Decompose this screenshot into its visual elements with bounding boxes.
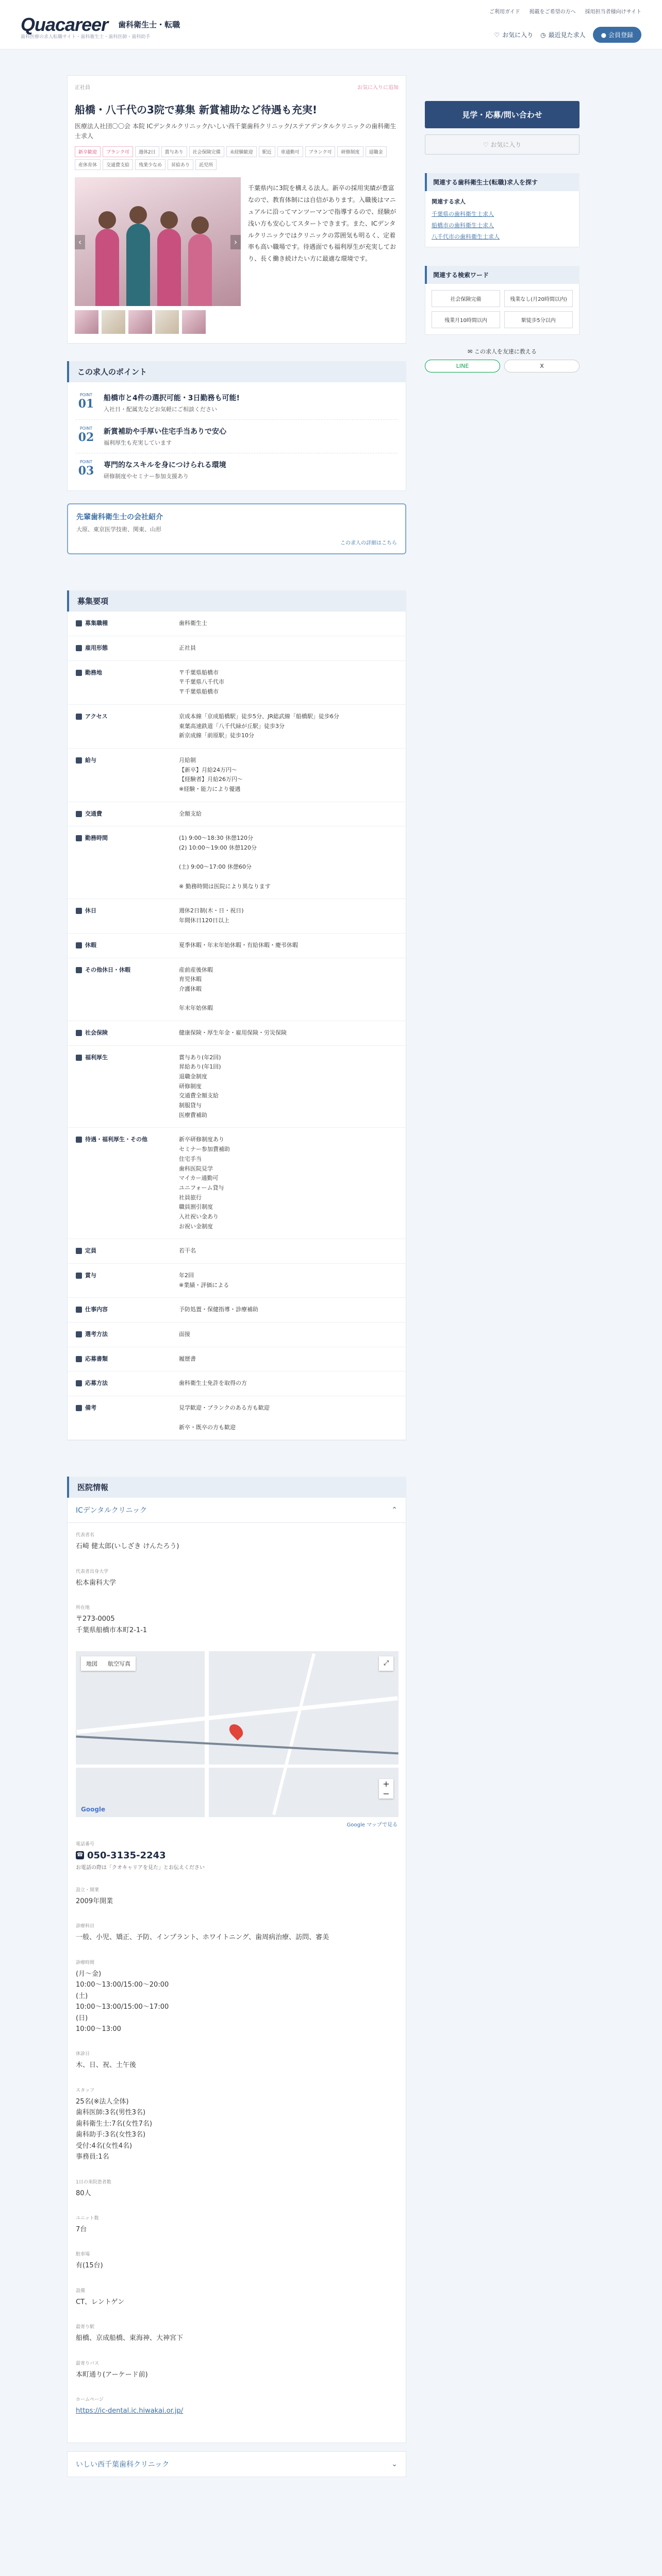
recruit-key-cell: [76, 619, 179, 629]
tel-note: お電話の際は「クオキャリアを見た」とお伝えください: [76, 1865, 205, 1871]
recruit-row: [68, 612, 406, 636]
recruit-heading: 募集要項: [67, 590, 406, 612]
recommend-box: [67, 503, 406, 554]
recruit-value: 見学歓迎・ブランクのある方も歓迎 新卒・既卒の方も歓迎: [179, 1404, 270, 1431]
recruit-key: 待遇・福利厚生・その他: [85, 1136, 147, 1143]
main-content: [67, 75, 406, 2477]
recruit-key-cell: [76, 1028, 179, 1038]
field-value[interactable]: https://ic-dental.ic.hiwakai.or.jp/: [76, 2407, 184, 2415]
bullet-icon: [76, 1356, 82, 1362]
tag: 残業少なめ: [135, 159, 166, 170]
recruit-value: 若干名: [179, 1247, 196, 1255]
recruit-table: [67, 612, 406, 1440]
clinic-field: [76, 1886, 398, 1907]
chevron-down-icon: ⌄: [391, 2460, 398, 2468]
point-body: 入社日・配属先などお気軽にご相談ください: [104, 406, 217, 413]
tag-list: [75, 146, 399, 170]
share-title-text: この求人を友達に教える: [474, 348, 537, 355]
tag: 託児所: [195, 159, 217, 170]
tag: 交通費支給: [103, 159, 133, 170]
recruit-row: [68, 958, 406, 1021]
clinic-field: [76, 1604, 398, 1636]
recruit-value: 全額支給: [179, 810, 202, 817]
recruit-key-cell: [76, 668, 179, 697]
tag: 未経験歓迎: [226, 146, 257, 157]
clinic-accordion-2[interactable]: [67, 2451, 406, 2477]
recommend-body: 大原、東京医学技術、関東、山形: [76, 526, 161, 533]
recruit-value: 新卒研修制度あり セミナー参加費補助 住宅手当 歯科医院見学 マイカー通勤可 ユニフォーム貸与 社員旅行 職員割引制度 入社祝い金あり お祝い金制度: [179, 1136, 230, 1230]
tag: 産休育休: [75, 159, 101, 170]
bullet-icon: [76, 835, 82, 841]
field-label: 駐車場: [76, 2252, 90, 2258]
thumbnail[interactable]: [75, 310, 98, 334]
recruit-row: [68, 661, 406, 705]
points-list: [67, 382, 406, 491]
top-nav: [494, 27, 641, 43]
point-title: 専門的なスキルを身につけられる環境: [104, 461, 226, 470]
zoom-in-icon[interactable]: +: [383, 1778, 390, 1789]
field-label: 1日の来院患者数: [76, 2179, 111, 2185]
clinic-field: [76, 1959, 398, 2035]
related-link[interactable]: 千葉県の歯科衛生士求人: [432, 211, 494, 217]
field-value: 80人: [76, 2189, 91, 2197]
related-link[interactable]: 船橋市の歯科衛生士求人: [432, 222, 494, 229]
related-sub: 関連する求人: [432, 198, 466, 205]
recruit-key: 備考: [85, 1404, 96, 1412]
tag: 週休2日: [135, 146, 159, 157]
bullet-icon: [76, 670, 82, 676]
related-link[interactable]: 八千代市の歯科衛生士求人: [432, 233, 500, 240]
recruit-key-cell: [76, 712, 179, 741]
tag: ブランク可: [103, 146, 133, 157]
field-label: 診療科目: [76, 1924, 95, 1929]
point-body: 福利厚生も充実しています: [104, 439, 172, 447]
clock-icon: ◷: [540, 31, 546, 39]
thumbnail[interactable]: [102, 310, 125, 334]
tel-label: 電話番号: [76, 1841, 95, 1847]
recruit-row: [68, 899, 406, 933]
clinic-photo: [75, 177, 241, 306]
site-name: 歯科衛生士・転職: [118, 20, 180, 29]
field-label: ユニット数: [76, 2215, 99, 2221]
bullet-icon: [76, 1273, 82, 1279]
register-label: 会員登録: [608, 31, 633, 39]
recruit-key-cell: [76, 1403, 179, 1432]
field-value: 船橋、京成船橋、東海神、大神宮下: [76, 2334, 184, 2343]
point-title: 新賞補助や手厚い住宅手当ありで安心: [104, 428, 226, 436]
clinic-field: [76, 2360, 398, 2380]
recruit-value: 歯科衛生士: [179, 620, 207, 627]
recruit-row: [68, 1021, 406, 1046]
favorite-label: お気に入り: [490, 141, 522, 148]
share-x-button[interactable]: X: [504, 360, 580, 372]
field-label: 代表者名: [76, 1533, 95, 1538]
job-description: 千葉県内に3院を構える法人。新卒の採用実績が豊富なので、教育体制には自信があります。入職後はマニュアルに沿ってマンツーマンで指導するので、経験が浅い方も安心してスタートできます。また、ICデンタルクリニックではクリニックの雰囲気も明るく、定着率も高い職場です。待遇面でも福利厚生が充実しており、長く働き続けたい方に最適な環境です。: [248, 184, 396, 263]
recruit-key: 給与: [85, 756, 96, 764]
recruit-key: 仕事内容: [85, 1306, 108, 1313]
recruit-row: [68, 1347, 406, 1372]
clinic-field: [76, 2214, 398, 2235]
bullet-icon: [76, 645, 82, 651]
bullet-icon: [76, 1380, 82, 1386]
heart-icon: ♡: [494, 31, 500, 39]
point-title: 船橋市と4件の選択可能・3日勤務も可能!: [104, 394, 240, 403]
field-value: 2009年開業: [76, 1897, 113, 1905]
google-logo: Google: [81, 1805, 106, 1813]
recruit-row: [68, 1396, 406, 1440]
recruit-value: 予防処置・保健指導・診療補助: [179, 1306, 258, 1313]
recommend-link[interactable]: この求人の詳細はこちら: [340, 540, 397, 547]
clinic-heading: 医院情報: [67, 1477, 406, 1498]
recruit-key: 応募方法: [85, 1380, 108, 1387]
field-value: 7台: [76, 2225, 87, 2233]
recruit-key-cell: [76, 756, 179, 794]
field-label: 設備: [76, 2288, 86, 2294]
field-label: 最寄り駅: [76, 2325, 95, 2330]
fav-small-button[interactable]: お気に入りに追加: [357, 85, 399, 91]
recruit-value: 履歴書: [179, 1355, 196, 1362]
field-value: (月〜金) 10:00〜13:00/15:00〜20:00 (土) 10:00〜13:00/15:00〜17:00 (日) 10:00〜13:00: [76, 1970, 169, 2033]
point-body: 研修制度やセミナー参加支援あり: [104, 473, 189, 480]
recruit-value: 京成本線「京成船橋駅」徒歩5分、JR総武線「船橋駅」徒歩6分 東葉高速鉄道「八千代緑が丘駅」徒歩3分 新京成線「前原駅」徒歩10分: [179, 713, 339, 739]
recruit-key: 応募書類: [85, 1355, 108, 1362]
recruit-row: [68, 749, 406, 802]
chevron-up-icon: ⌃: [391, 1506, 398, 1515]
recruit-key-cell: [76, 1379, 179, 1388]
point-item: [76, 453, 398, 486]
nav-favorite[interactable]: [494, 30, 533, 39]
top-links: [489, 7, 641, 15]
bullet-icon: [76, 1055, 82, 1061]
job-title: 船橋・八千代の3院で募集 新賞補助など待遇も充実!: [75, 104, 317, 116]
recruit-row: [68, 705, 406, 749]
clinic-name: ICデンタルクリニック: [76, 1506, 147, 1515]
recommend-title: 先輩歯科衛生士の会社紹介: [76, 513, 163, 522]
sidebar: [425, 101, 580, 2477]
job-subtitle: 医療法人社団〇〇会 本院 ICデンタルクリニック/いしい西千葉歯科クリニック/ステアデンタルクリニックの歯科衛生士求人: [75, 123, 396, 140]
clinic-accordion[interactable]: [67, 1498, 406, 1523]
tag: 新卒歓迎: [75, 146, 101, 157]
photo-thumbnails: [75, 310, 399, 334]
field-value: 〒273-0005 千葉県船橋市本町2-1-1: [76, 1615, 147, 1634]
recruit-row: [68, 1239, 406, 1264]
field-label: 診療時間: [76, 1960, 95, 1965]
point-label: POINT: [79, 460, 93, 465]
field-label: ホームページ: [76, 2397, 104, 2403]
cond-button[interactable]: 残業月10時間以内: [432, 311, 500, 328]
field-label: 設立・開業: [76, 1887, 100, 1893]
recruit-row: [68, 934, 406, 958]
recruit-key-cell: [76, 941, 179, 951]
field-value: 有(15台): [76, 2262, 103, 2270]
related-heading: 関連する歯科衛生士(転職)求人を探す: [425, 173, 580, 191]
recruit-key-cell: [76, 1271, 179, 1290]
recruit-row: [68, 1323, 406, 1347]
clinic-field: [76, 2250, 398, 2271]
recruit-row: [68, 1264, 406, 1298]
clinic-name-2: いしい西千葉歯科クリニック: [76, 2460, 170, 2469]
recruit-key: その他休日・休暇: [85, 966, 130, 973]
map-tab-map[interactable]: 地図: [86, 1660, 97, 1667]
cond-heading: 関連する検索ワード: [425, 266, 580, 284]
field-value: 25名(※法人全体) 歯科医師:3名(男性3名) 歯科衛生士:7名(女性7名) 歯科助手:3名(女性3名) 受付:4名(女性4名) 事務員:1名: [76, 2097, 153, 2161]
recruit-value: (1) 9:00〜18:30 休憩120分 (2) 10:00〜19:00 休憩120分 (土) 9:00〜17:00 休憩60分 ※ 勤務時間は医院により異なります: [179, 835, 271, 890]
recruit-row: [68, 802, 406, 827]
clinic-field: [76, 1922, 398, 1943]
recruit-row: [68, 1046, 406, 1128]
points-heading: この求人のポイント: [67, 361, 406, 382]
tag: 研修制度: [337, 146, 363, 157]
nav-favorite-label: お気に入り: [502, 31, 534, 39]
bullet-icon: [76, 714, 82, 720]
tag: 賞与あり: [161, 146, 187, 157]
recruit-value: 正社員: [179, 645, 196, 652]
recruit-key: 社会保険: [85, 1029, 108, 1036]
site-logo[interactable]: Quacareer: [21, 13, 108, 35]
clinic-field: [76, 2087, 398, 2163]
recruit-value: 週休2日制(木・日・祝日) 年間休日120日以上: [179, 907, 244, 924]
recruit-key-cell: [76, 809, 179, 819]
recruit-value: 夏季休暇・年末年始休暇・有給休暇・慶弔休暇: [179, 941, 298, 948]
share-icon: ✉: [468, 348, 474, 355]
bullet-icon: [76, 757, 82, 764]
recruit-key-cell: [76, 1135, 179, 1231]
recruit-key: 勤務時間: [85, 835, 108, 842]
apply-button[interactable]: 見学・応募/問い合わせ: [425, 101, 580, 128]
recruit-row: [68, 1128, 406, 1239]
recruit-row: [68, 1371, 406, 1396]
map-pin-icon[interactable]: [227, 1722, 246, 1741]
clinic-details: [67, 1523, 406, 2443]
recruit-key: 休日: [85, 907, 96, 914]
bullet-icon: [76, 1405, 82, 1411]
field-value: 石崎 健太郎(いしざき けんたろう): [76, 1543, 179, 1551]
clinic-field: [76, 1531, 398, 1552]
recruit-value: 健康保険・厚生年金・雇用保険・労災保険: [179, 1029, 287, 1036]
heart-icon: ♡: [483, 141, 491, 148]
clinic-field: [76, 2323, 398, 2344]
clinic-field: [76, 2396, 398, 2416]
recruit-value: 面接: [179, 1331, 190, 1338]
recruit-key-cell: [76, 1246, 179, 1256]
field-value: 松本歯科大学: [76, 1579, 117, 1587]
recruit-key: アクセス: [85, 713, 108, 720]
recruit-key-cell: [76, 906, 179, 925]
recruit-value: 賞与あり(年2回) 昇給あり(年1回) 退職金制度 研修制度 交通費全額支給 制服貸与 医療費補助: [179, 1054, 221, 1118]
point-item: [76, 386, 398, 420]
tag: ブランク可: [305, 146, 336, 157]
recruit-key: 福利厚生: [85, 1054, 108, 1061]
nav-viewed[interactable]: [540, 30, 586, 39]
recruit-key-cell: [76, 643, 179, 653]
field-value: 木、日、祝、土午後: [76, 2061, 137, 2070]
cond-button[interactable]: 残業なし(月20時間以内): [504, 290, 573, 307]
bullet-icon: [76, 908, 82, 914]
tel-number[interactable]: 050-3135-2243: [87, 1850, 166, 1861]
field-label: 最寄りバス: [76, 2361, 100, 2366]
recruit-key: 雇用形態: [85, 645, 108, 652]
recruit-key-cell: [76, 965, 179, 1013]
point-item: [76, 420, 398, 453]
thumbnail[interactable]: [182, 310, 206, 334]
clinic-field: [76, 2178, 398, 2199]
recruit-key: 募集職種: [85, 620, 108, 627]
recruit-key-cell: [76, 1053, 179, 1121]
recruit-key-cell: [76, 1305, 179, 1315]
recruit-key: 選考方法: [85, 1331, 108, 1338]
tag: 駅近: [259, 146, 275, 157]
bullet-icon: [76, 1307, 82, 1313]
photo-prev-icon[interactable]: ‹: [75, 235, 85, 249]
logo-subtitle: 歯科医療の求人転職サイト・歯科衛生士・歯科医師・歯科助手: [21, 35, 151, 40]
site-header: [0, 0, 662, 49]
bullet-icon: [76, 620, 82, 626]
clinic-field: [76, 2287, 398, 2308]
fullscreen-icon[interactable]: ⤢: [379, 1656, 393, 1671]
recruit-key: 勤務地: [85, 669, 102, 676]
photo-next-icon[interactable]: ›: [230, 235, 241, 249]
top-link-recruiter[interactable]: 採用担当者様向けサイト: [585, 9, 641, 15]
field-value: CT、レントゲン: [76, 2298, 125, 2306]
zoom-out-icon[interactable]: −: [383, 1788, 390, 1799]
map-link[interactable]: Google マップで見る: [346, 1822, 398, 1828]
point-number: 03: [78, 464, 94, 478]
field-label: 所在地: [76, 1605, 90, 1611]
recruit-row: [68, 1298, 406, 1323]
bullet-icon: [76, 1137, 82, 1143]
recruit-key-cell: [76, 1354, 179, 1364]
recruit-key: 定員: [85, 1247, 96, 1255]
cond-button[interactable]: 社会保険完備: [432, 290, 500, 307]
bullet-icon: [76, 1248, 82, 1254]
recruit-key-cell: [76, 834, 179, 891]
nav-viewed-label: 最近見た求人: [548, 31, 586, 39]
bullet-icon: [76, 1030, 82, 1036]
bullet-icon: [76, 967, 82, 973]
top-link-publish[interactable]: 掲載をご希望の方へ: [529, 9, 576, 15]
tag: 退職金: [366, 146, 387, 157]
clinic-field: [76, 2050, 398, 2071]
favorite-button[interactable]: [425, 134, 580, 155]
field-label: スタッフ: [76, 2088, 95, 2093]
recruit-row: [68, 826, 406, 899]
field-value: 本町通り(アーケード前): [76, 2370, 148, 2379]
point-number: 02: [78, 431, 94, 445]
share-title: [425, 347, 580, 355]
field-label: 代表者出身大学: [76, 1569, 109, 1574]
phone-icon: ☎: [76, 1851, 84, 1859]
register-button[interactable]: [593, 27, 641, 43]
map[interactable]: [76, 1651, 399, 1817]
job-card: [67, 75, 406, 344]
recruit-row: [68, 636, 406, 661]
thumbnail[interactable]: [128, 310, 152, 334]
field-value: 一般、小児、矯正、予防、インプラント、ホワイトニング、歯周病治療、訪問、審美: [76, 1934, 329, 1942]
share-line-button[interactable]: LINE: [425, 360, 500, 372]
recruit-value: 年2回 ※業績・評価による: [179, 1272, 229, 1289]
employment-type: 正社員: [75, 85, 90, 91]
bullet-icon: [76, 811, 82, 817]
cond-button[interactable]: 駅徒歩5分以内: [504, 311, 573, 328]
recruit-value: 歯科衛生士免許を取得の方: [179, 1380, 247, 1387]
tag: 社会保険完備: [189, 146, 224, 157]
zoom-control[interactable]: [379, 1779, 393, 1799]
user-icon: ●: [601, 31, 607, 39]
recruit-key: 休暇: [85, 941, 96, 948]
top-link-guide[interactable]: ご利用ガイド: [489, 9, 520, 15]
field-label: 休診日: [76, 2052, 90, 2057]
recruit-key-cell: [76, 1330, 179, 1340]
recruit-key: 賞与: [85, 1272, 96, 1279]
point-label: POINT: [79, 426, 93, 431]
recruit-value: 産前産後休暇 育児休暇 介護休暇 年末年始休暇: [179, 966, 213, 1012]
thumbnail[interactable]: [155, 310, 179, 334]
recruit-key: 交通費: [85, 810, 102, 817]
clinic-field: [76, 1568, 398, 1588]
point-label: POINT: [79, 393, 93, 398]
recruit-value: 月給制 【新卒】月給24万円〜 【経験者】月給26万円〜 ※経験・能力により優遇: [179, 756, 243, 792]
map-tab-satellite[interactable]: 航空写真: [108, 1660, 130, 1667]
tag: 昇給あり: [168, 159, 193, 170]
bullet-icon: [76, 942, 82, 948]
bullet-icon: [76, 1331, 82, 1337]
point-number: 01: [78, 397, 94, 411]
tag: 車通勤可: [277, 146, 303, 157]
recruit-value: 〒千葉県船橋市 〒千葉県八千代市 〒千葉県船橋市: [179, 669, 224, 696]
